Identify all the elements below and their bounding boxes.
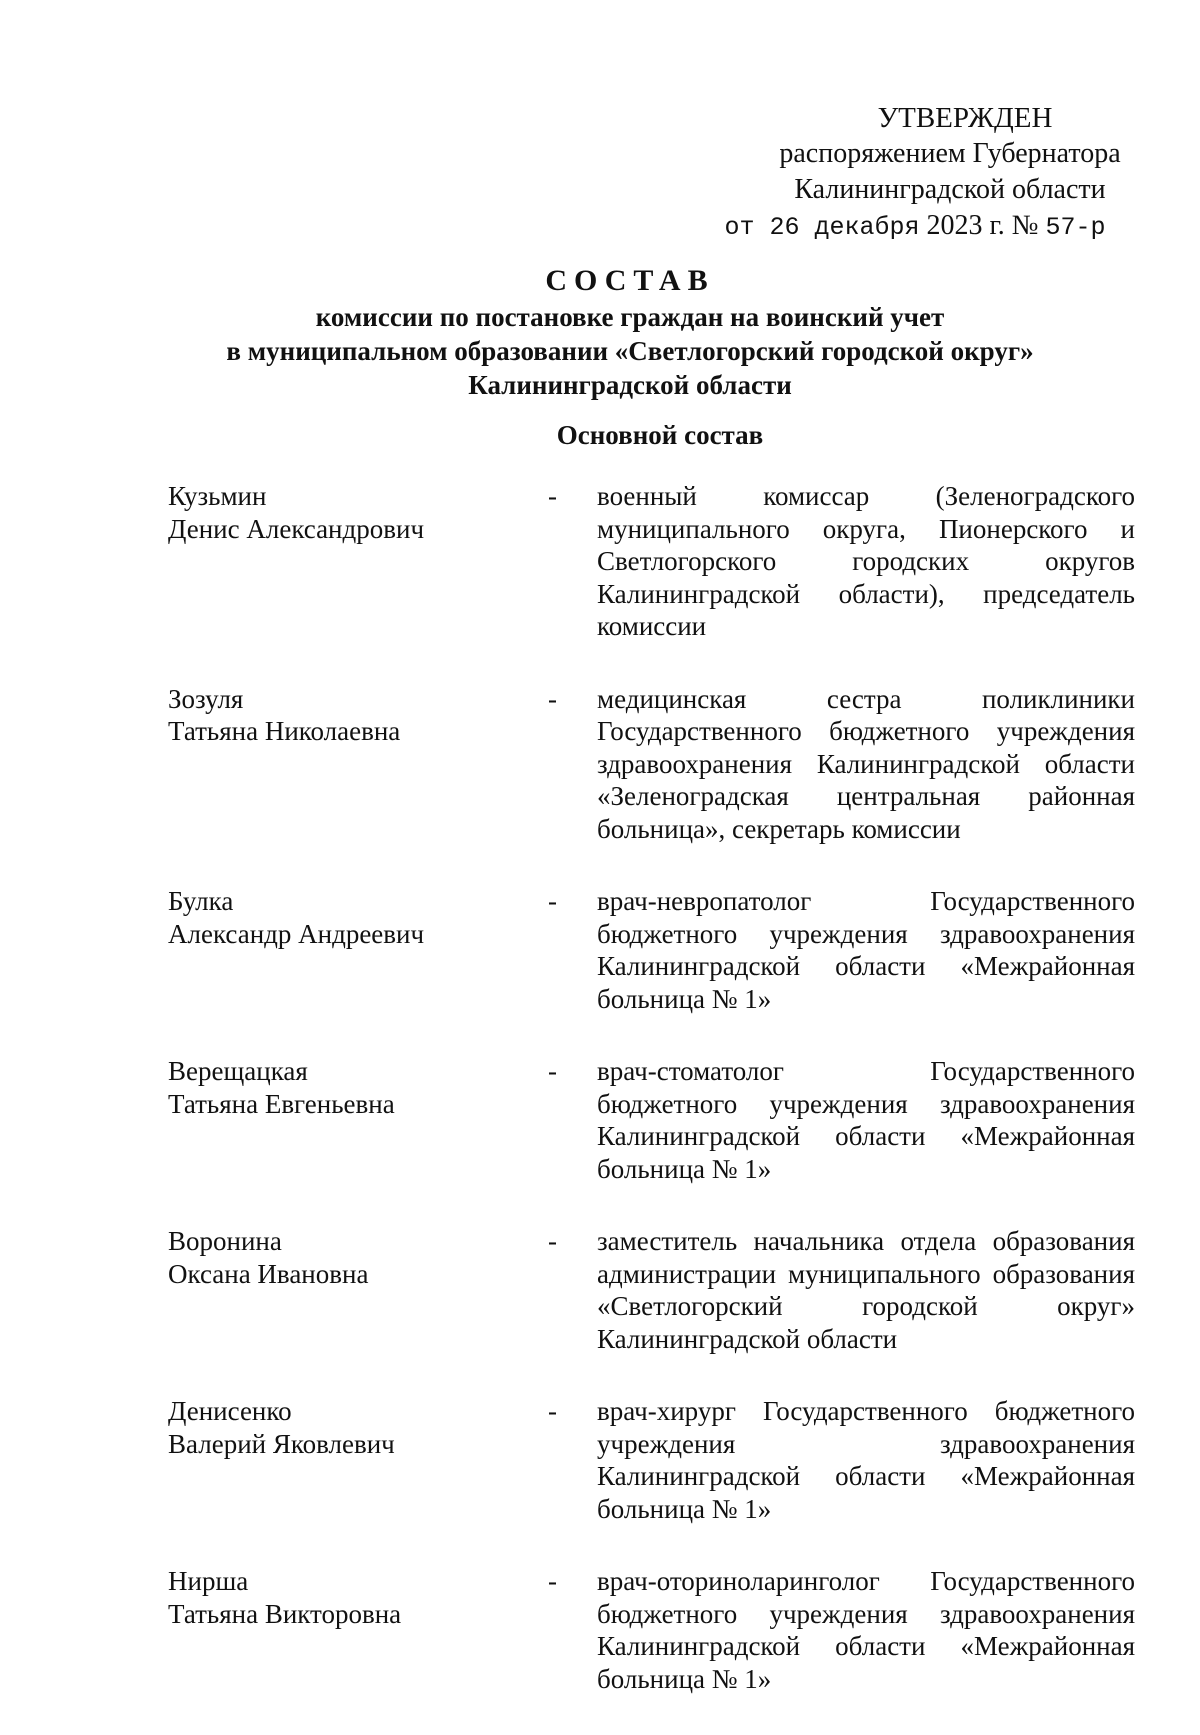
member-surname: Нирша — [168, 1566, 249, 1596]
member-name — [168, 1565, 528, 1630]
member-surname: Зозуля — [168, 683, 244, 714]
member-surname: Булка — [168, 886, 234, 916]
member-role: врач-хирург Государственного бюджетного учреждения здравоохранения Калининградской области «Межрайонная больница № 1» — [597, 1396, 1135, 1524]
member-name — [168, 480, 528, 545]
member-given-names: Валерий Яковлевич — [168, 1428, 395, 1459]
dash-separator: - — [548, 1056, 557, 1086]
member-role: медицинская сестра поликлиники Государственного бюджетного учреждения здравоохранения Калининградской области «Зеленоградская центральная районная больница», секретарь комиссии — [597, 683, 1135, 844]
member-name — [168, 683, 528, 748]
subtitle-line-2: в муниципальном образовании «Светлогорский городской округ» — [226, 336, 1034, 366]
member-role: врач-оториноларинголог Государственного бюджетного учреждения здравоохранения Калининградской области «Межрайонная больница № 1» — [597, 1566, 1135, 1694]
member-surname: Верещацкая — [168, 1056, 308, 1086]
section-title: Основной состав — [556, 420, 764, 450]
member-name — [168, 885, 528, 950]
member-surname: Воронина — [168, 1226, 282, 1256]
member-role: врач-стоматолог Государственного бюджетного учреждения здравоохранения Калининградской области «Межрайонная больница № 1» — [597, 1056, 1135, 1184]
member-surname: Денисенко — [168, 1396, 292, 1426]
dash-separator: - — [548, 886, 557, 916]
member-entry — [0, 1055, 1200, 1185]
subtitle-line-1: комиссии по постановке граждан на воинский учет — [315, 302, 945, 332]
dash-separator: - — [548, 683, 557, 714]
member-entry — [0, 480, 1200, 643]
member-list — [0, 480, 1200, 1735]
member-given-names: Оксана Ивановна — [168, 1258, 369, 1289]
member-given-names: Татьяна Евгеньевна — [168, 1088, 395, 1119]
member-surname: Кузьмин — [168, 481, 267, 511]
title-block — [0, 262, 1200, 402]
document-title: СОСТАВ — [545, 264, 715, 297]
dash-separator: - — [548, 1396, 557, 1426]
member-entry — [0, 1565, 1200, 1695]
member-given-names: Татьяна Викторовна — [168, 1598, 402, 1629]
approval-line-2: Калининградской области — [794, 174, 1106, 205]
member-entry — [0, 683, 1200, 846]
approval-line-1: распоряжением Губернатора — [779, 138, 1121, 169]
order-year: 2023 г. № — [926, 210, 1039, 241]
approval-stamp — [724, 100, 1160, 246]
approval-order — [670, 208, 1160, 246]
member-given-names: Александр Андреевич — [168, 918, 425, 949]
member-entry — [0, 1225, 1200, 1355]
member-name — [168, 1225, 528, 1290]
member-role: военный комиссар (Зеленоградского муниципального округа, Пионерского и Светлогорского городских округов Калининградской области), председатель комиссии — [597, 481, 1135, 641]
member-name — [168, 1055, 528, 1120]
member-entry — [0, 1395, 1200, 1525]
member-name — [168, 1395, 528, 1460]
dash-separator: - — [548, 1566, 557, 1596]
dash-separator: - — [548, 481, 557, 511]
member-entry — [0, 885, 1200, 1015]
member-role: врач-невропатолог Государственного бюджетного учреждения здравоохранения Калининградской области «Межрайонная больница № 1» — [597, 886, 1135, 1014]
order-date: от 26 декабря — [724, 213, 920, 242]
dash-separator: - — [548, 1226, 557, 1256]
subtitle-line-3: Калининградской области — [468, 370, 792, 400]
approval-heading: УТВЕРЖДЕН — [877, 102, 1053, 134]
member-given-names: Татьяна Николаевна — [168, 716, 401, 746]
member-given-names: Денис Александрович — [168, 513, 425, 544]
member-role: заместитель начальника отдела образования администрации муниципального образования «Светлогорский городской округ» Калининградской области — [597, 1226, 1135, 1354]
order-number: 57-р — [1045, 213, 1106, 242]
